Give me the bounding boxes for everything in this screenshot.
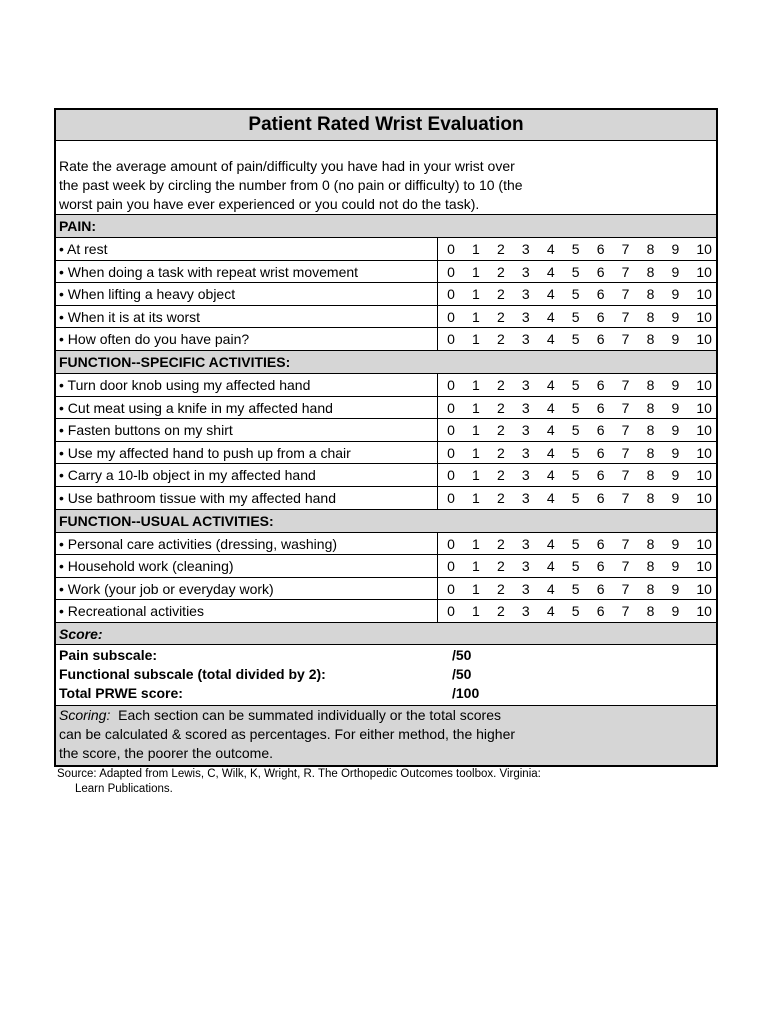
rating-option[interactable]: 3 <box>521 467 530 484</box>
rating-option[interactable]: 8 <box>646 331 655 348</box>
rating-option[interactable]: 5 <box>571 444 580 461</box>
rating-option[interactable]: 9 <box>671 535 680 552</box>
rating-option[interactable]: 4 <box>546 603 555 620</box>
rating-option[interactable]: 1 <box>472 308 480 325</box>
rating-scale <box>438 306 716 328</box>
rating-scale <box>438 328 716 350</box>
scoring-text: Each section can be summated individually or the total scores <box>110 706 502 723</box>
rating-option[interactable]: 10 <box>696 580 712 597</box>
question-label: • When lifting a heavy object <box>56 283 438 305</box>
rating-option[interactable]: 9 <box>671 603 680 620</box>
rating-option[interactable]: 9 <box>671 376 680 393</box>
rating-option[interactable]: 7 <box>621 467 630 484</box>
rating-option[interactable]: 4 <box>546 376 555 393</box>
rating-option[interactable]: 2 <box>496 308 505 325</box>
functional-subscale-row <box>59 665 716 684</box>
rating-scale <box>438 397 716 419</box>
rating-option[interactable]: 2 <box>496 422 505 439</box>
scoring-label: Scoring: <box>59 706 111 723</box>
question-row <box>56 487 716 510</box>
rating-option[interactable]: 8 <box>646 399 655 416</box>
rating-option[interactable]: 9 <box>671 331 680 348</box>
rating-option[interactable]: 3 <box>521 331 530 348</box>
rating-option[interactable]: 0 <box>447 580 455 597</box>
question-row <box>56 374 716 397</box>
rating-option[interactable]: 2 <box>496 535 505 552</box>
rating-option[interactable]: 9 <box>671 580 680 597</box>
rating-option[interactable]: 7 <box>621 603 630 620</box>
rating-option[interactable]: 1 <box>472 444 480 461</box>
rating-option[interactable]: 1 <box>472 331 480 348</box>
rating-option[interactable]: 7 <box>621 444 630 461</box>
rating-option[interactable]: 1 <box>472 376 480 393</box>
rating-option[interactable]: 1 <box>472 286 480 303</box>
rating-option[interactable]: 5 <box>571 263 580 280</box>
rating-option[interactable]: 7 <box>621 422 630 439</box>
score-block <box>56 645 716 706</box>
rating-option[interactable]: 9 <box>671 399 680 416</box>
rating-option[interactable]: 10 <box>696 422 712 439</box>
question-row <box>56 306 716 329</box>
rating-option[interactable]: 10 <box>696 444 712 461</box>
rating-option[interactable]: 9 <box>671 467 680 484</box>
rating-option[interactable]: 0 <box>447 399 455 416</box>
rating-option[interactable]: 4 <box>546 535 555 552</box>
rating-scale <box>438 283 716 305</box>
scoring-line <box>59 706 712 725</box>
rating-option[interactable]: 6 <box>596 535 605 552</box>
rating-option[interactable]: 0 <box>447 467 455 484</box>
rating-option[interactable]: 1 <box>472 558 480 575</box>
question-label: • Fasten buttons on my shirt <box>56 419 438 441</box>
question-label: • When doing a task with repeat wrist movement <box>56 261 438 283</box>
rating-option[interactable]: 1 <box>472 241 480 257</box>
rating-option[interactable]: 0 <box>447 241 455 257</box>
rating-option[interactable]: 4 <box>546 241 555 257</box>
question-row <box>56 397 716 420</box>
rating-option[interactable]: 4 <box>546 399 555 416</box>
rating-option[interactable]: 4 <box>546 558 555 575</box>
question-row <box>56 555 716 578</box>
rating-option[interactable]: 10 <box>696 535 712 552</box>
rating-option[interactable]: 9 <box>671 558 680 575</box>
rating-option[interactable]: 7 <box>621 399 630 416</box>
rating-option[interactable]: 2 <box>496 263 505 280</box>
rating-option[interactable]: 6 <box>596 580 605 597</box>
rating-option[interactable]: 8 <box>646 489 655 506</box>
rating-scale <box>438 464 716 486</box>
question-row <box>56 578 716 601</box>
question-label: • Turn door knob using my affected hand <box>56 374 438 396</box>
rating-option[interactable]: 10 <box>696 331 712 348</box>
section-heading: FUNCTION--USUAL ACTIVITIES: <box>56 510 716 533</box>
rating-option[interactable]: 5 <box>571 376 580 393</box>
rating-scale <box>438 487 716 509</box>
rating-option[interactable]: 10 <box>696 558 712 575</box>
rating-option[interactable]: 9 <box>671 241 680 257</box>
rating-option[interactable]: 0 <box>447 603 455 620</box>
rating-option[interactable]: 9 <box>671 489 680 506</box>
rating-option[interactable]: 2 <box>496 444 505 461</box>
rating-option[interactable]: 1 <box>472 422 480 439</box>
rating-option[interactable]: 5 <box>571 467 580 484</box>
question-label: • Use my affected hand to push up from a chair <box>56 442 438 464</box>
rating-option[interactable]: 4 <box>546 467 555 484</box>
rating-option[interactable]: 8 <box>646 558 655 575</box>
rating-option[interactable]: 2 <box>496 580 505 597</box>
rating-option[interactable]: 3 <box>521 308 530 325</box>
rating-option[interactable]: 6 <box>596 444 605 461</box>
rating-option[interactable]: 1 <box>472 467 480 484</box>
rating-scale <box>438 600 716 622</box>
form-title: Patient Rated Wrist Evaluation <box>56 110 716 141</box>
score-label: Functional subscale (total divided by 2): <box>59 665 326 682</box>
rating-option[interactable]: 2 <box>496 376 505 393</box>
section-heading: FUNCTION--SPECIFIC ACTIVITIES: <box>56 351 716 374</box>
rating-option[interactable]: 6 <box>596 286 605 303</box>
rating-option[interactable]: 10 <box>696 376 712 393</box>
rating-scale <box>438 374 716 396</box>
rating-option[interactable]: 5 <box>571 580 580 597</box>
rating-option[interactable]: 7 <box>621 376 630 393</box>
rating-option[interactable]: 7 <box>621 535 630 552</box>
rating-option[interactable]: 2 <box>496 603 505 620</box>
rating-option[interactable]: 3 <box>521 580 530 597</box>
rating-option[interactable]: 3 <box>521 286 530 303</box>
rating-option[interactable]: 0 <box>447 558 455 575</box>
rating-option[interactable]: 2 <box>496 331 505 348</box>
rating-option[interactable]: 7 <box>621 263 630 280</box>
rating-option[interactable]: 6 <box>596 558 605 575</box>
rating-option[interactable]: 5 <box>571 422 580 439</box>
question-row <box>56 600 716 623</box>
rating-option[interactable]: 5 <box>571 558 580 575</box>
rating-option[interactable]: 5 <box>571 331 580 348</box>
rating-option[interactable]: 8 <box>646 308 655 325</box>
instructions <box>56 141 716 215</box>
rating-option[interactable]: 6 <box>596 467 605 484</box>
rating-option[interactable]: 1 <box>472 580 480 597</box>
rating-option[interactable]: 6 <box>596 331 605 348</box>
rating-option[interactable]: 1 <box>472 489 480 506</box>
rating-option[interactable]: 7 <box>621 308 630 325</box>
instructions-line: Rate the average amount of pain/difficulty you have had in your wrist over <box>59 158 515 174</box>
question-row <box>56 533 716 556</box>
rating-option[interactable]: 9 <box>671 263 680 280</box>
question-label: • Use bathroom tissue with my affected hand <box>56 487 438 509</box>
question-label: • Work (your job or everyday work) <box>56 578 438 600</box>
rating-scale <box>438 442 716 464</box>
rating-option[interactable]: 10 <box>696 467 712 484</box>
rating-option[interactable]: 1 <box>472 535 480 552</box>
rating-scale <box>438 261 716 283</box>
rating-option[interactable]: 6 <box>596 489 605 506</box>
rating-option[interactable]: 9 <box>671 286 680 303</box>
rating-option[interactable]: 7 <box>621 286 630 303</box>
question-row <box>56 283 716 306</box>
rating-option[interactable]: 6 <box>596 603 605 620</box>
rating-scale <box>438 578 716 600</box>
rating-option[interactable]: 3 <box>521 558 530 575</box>
rating-option[interactable]: 6 <box>596 263 605 280</box>
rating-option[interactable]: 0 <box>447 376 455 393</box>
score-value: /50 <box>452 646 472 663</box>
rating-option[interactable]: 5 <box>571 535 580 552</box>
question-row <box>56 442 716 465</box>
instructions-line: the past week by circling the number from 0 (no pain or difficulty) to 10 (the <box>59 177 523 193</box>
question-label: • Cut meat using a knife in my affected hand <box>56 397 438 419</box>
rating-option[interactable]: 8 <box>646 444 655 461</box>
rating-option[interactable]: 8 <box>646 603 655 620</box>
total-score-row <box>59 684 716 703</box>
rating-option[interactable]: 2 <box>496 399 505 416</box>
rating-option[interactable]: 2 <box>496 489 505 506</box>
rating-option[interactable]: 5 <box>571 286 580 303</box>
instructions-line: worst pain you have ever experienced or you could not do the task). <box>59 196 480 212</box>
rating-option[interactable]: 4 <box>546 444 555 461</box>
rating-option[interactable]: 4 <box>546 422 555 439</box>
rating-option[interactable]: 7 <box>621 489 630 506</box>
rating-option[interactable]: 0 <box>447 308 455 325</box>
rating-option[interactable]: 1 <box>472 399 480 416</box>
rating-option[interactable]: 0 <box>447 263 455 280</box>
source-citation <box>57 767 541 797</box>
rating-scale <box>438 533 716 555</box>
rating-option[interactable]: 4 <box>546 286 555 303</box>
rating-option[interactable]: 2 <box>496 467 505 484</box>
question-label: • Carry a 10-lb object in my affected hand <box>56 464 438 486</box>
rating-option[interactable]: 2 <box>496 558 505 575</box>
rating-option[interactable]: 3 <box>521 263 530 280</box>
question-row <box>56 419 716 442</box>
rating-option[interactable]: 8 <box>646 467 655 484</box>
question-label: • When it is at its worst <box>56 306 438 328</box>
prwe-form <box>54 108 718 767</box>
rating-option[interactable]: 7 <box>621 580 630 597</box>
rating-option[interactable]: 3 <box>521 603 530 620</box>
score-heading: Score: <box>56 623 716 645</box>
rating-option[interactable]: 9 <box>671 308 680 325</box>
rating-option[interactable]: 8 <box>646 535 655 552</box>
rating-option[interactable]: 10 <box>696 603 712 620</box>
question-row <box>56 328 716 351</box>
rating-option[interactable]: 3 <box>521 422 530 439</box>
rating-option[interactable]: 10 <box>696 286 712 303</box>
rating-option[interactable]: 10 <box>696 308 712 325</box>
rating-option[interactable]: 5 <box>571 489 580 506</box>
scoring-line: can be calculated & scored as percentages. For either method, the higher <box>59 725 516 742</box>
score-value: /50 <box>452 665 472 682</box>
source-line: Learn Publications. <box>75 783 173 795</box>
question-row <box>56 238 716 261</box>
rating-option[interactable]: 0 <box>447 489 455 506</box>
rating-option[interactable]: 3 <box>521 535 530 552</box>
source-line: Source: Adapted from Lewis, C, Wilk, K, Wright, R. The Orthopedic Outcomes toolbox. Virginia: <box>57 768 541 780</box>
rating-option[interactable]: 4 <box>546 489 555 506</box>
rating-option[interactable]: 10 <box>696 399 712 416</box>
rating-option[interactable]: 0 <box>447 422 455 439</box>
rating-option[interactable]: 0 <box>447 535 455 552</box>
rating-option[interactable]: 5 <box>571 308 580 325</box>
question-row <box>56 464 716 487</box>
question-label: • At rest <box>56 238 438 260</box>
rating-scale <box>438 238 716 260</box>
rating-option[interactable]: 7 <box>621 241 630 257</box>
score-label: Total PRWE score: <box>59 684 183 701</box>
rating-option[interactable]: 3 <box>521 241 530 257</box>
rating-option[interactable]: 8 <box>646 286 655 303</box>
rating-option[interactable]: 6 <box>596 376 605 393</box>
rating-scale <box>438 555 716 577</box>
rating-option[interactable]: 8 <box>646 422 655 439</box>
rating-option[interactable]: 7 <box>621 331 630 348</box>
rating-option[interactable]: 4 <box>546 331 555 348</box>
question-label: • Personal care activities (dressing, washing) <box>56 533 438 555</box>
rating-option[interactable]: 3 <box>521 489 530 506</box>
rating-option[interactable]: 8 <box>646 241 655 257</box>
rating-option[interactable]: 6 <box>596 241 605 257</box>
rating-scale <box>438 419 716 441</box>
section-heading: PAIN: <box>56 215 716 238</box>
question-sections <box>56 215 716 623</box>
rating-option[interactable]: 10 <box>696 489 712 506</box>
rating-option[interactable]: 4 <box>546 580 555 597</box>
rating-option[interactable]: 0 <box>447 331 455 348</box>
rating-option[interactable]: 8 <box>646 580 655 597</box>
rating-option[interactable]: 2 <box>496 241 505 257</box>
question-label: • Recreational activities <box>56 600 438 622</box>
scoring-line: the score, the poorer the outcome. <box>59 744 274 761</box>
rating-option[interactable]: 1 <box>472 603 480 620</box>
question-label: • Household work (cleaning) <box>56 555 438 577</box>
score-value: /100 <box>452 684 480 701</box>
question-row <box>56 261 716 284</box>
score-label: Pain subscale: <box>59 646 158 663</box>
pain-subscale-row <box>59 646 716 665</box>
rating-option[interactable]: 0 <box>447 444 455 461</box>
rating-option[interactable]: 10 <box>696 263 712 280</box>
rating-option[interactable]: 9 <box>671 444 680 461</box>
rating-option[interactable]: 4 <box>546 263 555 280</box>
rating-option[interactable]: 1 <box>472 263 480 280</box>
rating-option[interactable]: 8 <box>646 376 655 393</box>
rating-option[interactable]: 7 <box>621 558 630 575</box>
rating-option[interactable]: 6 <box>596 308 605 325</box>
rating-option[interactable]: 6 <box>596 422 605 439</box>
rating-option[interactable]: 4 <box>546 308 555 325</box>
rating-option[interactable]: 8 <box>646 263 655 280</box>
rating-option[interactable]: 6 <box>596 399 605 416</box>
scoring-note <box>56 706 716 765</box>
question-label: • How often do you have pain? <box>56 328 438 350</box>
rating-option[interactable]: 3 <box>521 444 530 461</box>
rating-option[interactable]: 9 <box>671 422 680 439</box>
rating-option[interactable]: 3 <box>521 376 530 393</box>
rating-option[interactable]: 5 <box>571 241 580 257</box>
rating-option[interactable]: 2 <box>496 286 505 303</box>
rating-option[interactable]: 5 <box>571 603 580 620</box>
rating-option[interactable]: 3 <box>521 399 530 416</box>
rating-option[interactable]: 0 <box>447 286 455 303</box>
rating-option[interactable]: 10 <box>696 241 712 257</box>
rating-option[interactable]: 5 <box>571 399 580 416</box>
